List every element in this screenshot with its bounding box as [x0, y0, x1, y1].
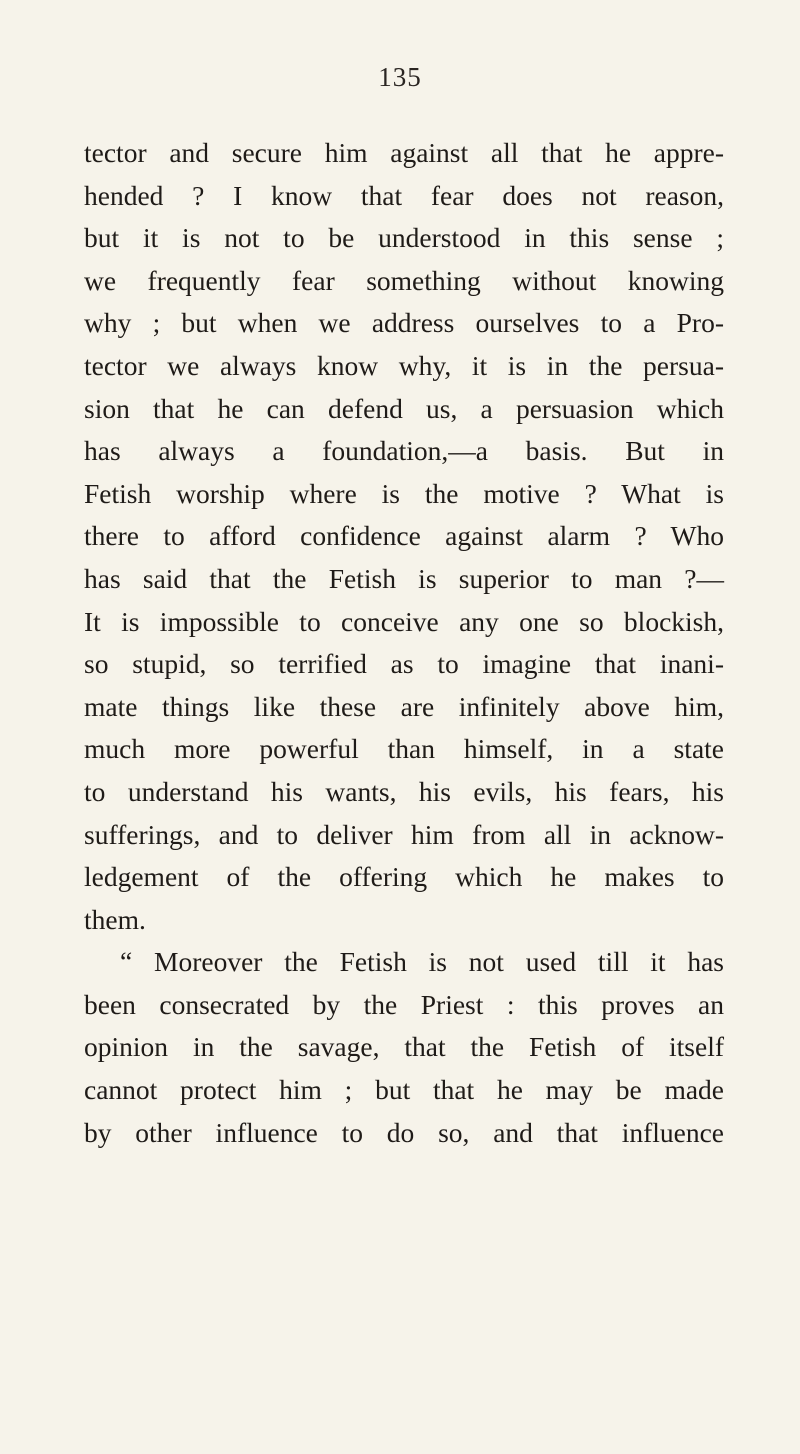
text-line: so stupid, so terrified as to imagine that inani-: [84, 648, 724, 680]
paragraph-end-line: them.: [84, 903, 146, 935]
text-line: why ; but when we address ourselves to a Pro-: [84, 307, 724, 339]
text-line: we frequently fear something without knowing: [84, 264, 724, 296]
text-line: much more powerful than himself, in a state: [84, 733, 724, 765]
text-line: opinion in the savage, that the Fetish of itself: [84, 1031, 724, 1063]
body-text: [84, 132, 724, 1154]
text-line: cannot protect him ; but that he may be made: [84, 1074, 724, 1106]
text-line: sufferings, and to deliver him from all in acknow-: [84, 818, 724, 850]
text-line: been consecrated by the Priest : this proves an: [84, 988, 724, 1020]
text-line: tector we always know why, it is in the persua-: [84, 349, 724, 381]
text-line: hended ? I know that fear does not reason,: [84, 179, 724, 211]
text-line: to understand his wants, his evils, his fears, his: [84, 775, 724, 807]
text-line: there to afford confidence against alarm ? Who: [84, 520, 724, 552]
text-line: mate things like these are infinitely above him,: [84, 690, 724, 722]
text-line: sion that he can defend us, a persuasion which: [84, 392, 724, 424]
text-line: tector and secure him against all that he appre-: [84, 137, 724, 168]
text-line: by other influence to do so, and that influence: [84, 1116, 724, 1148]
text-line: has always a foundation,—a basis. But in: [84, 435, 724, 467]
page-number: 135: [378, 62, 422, 92]
paragraph-start-line: “ Moreover the Fetish is not used till it has: [120, 946, 724, 978]
text-line: It is impossible to conceive any one so blockish,: [84, 605, 724, 637]
text-line: but it is not to be understood in this sense ;: [84, 222, 724, 254]
text-line: has said that the Fetish is superior to man ?—: [84, 562, 724, 594]
text-line: Fetish worship where is the motive ? What is: [84, 477, 724, 509]
text-line: ledgement of the offering which he makes to: [84, 861, 724, 893]
